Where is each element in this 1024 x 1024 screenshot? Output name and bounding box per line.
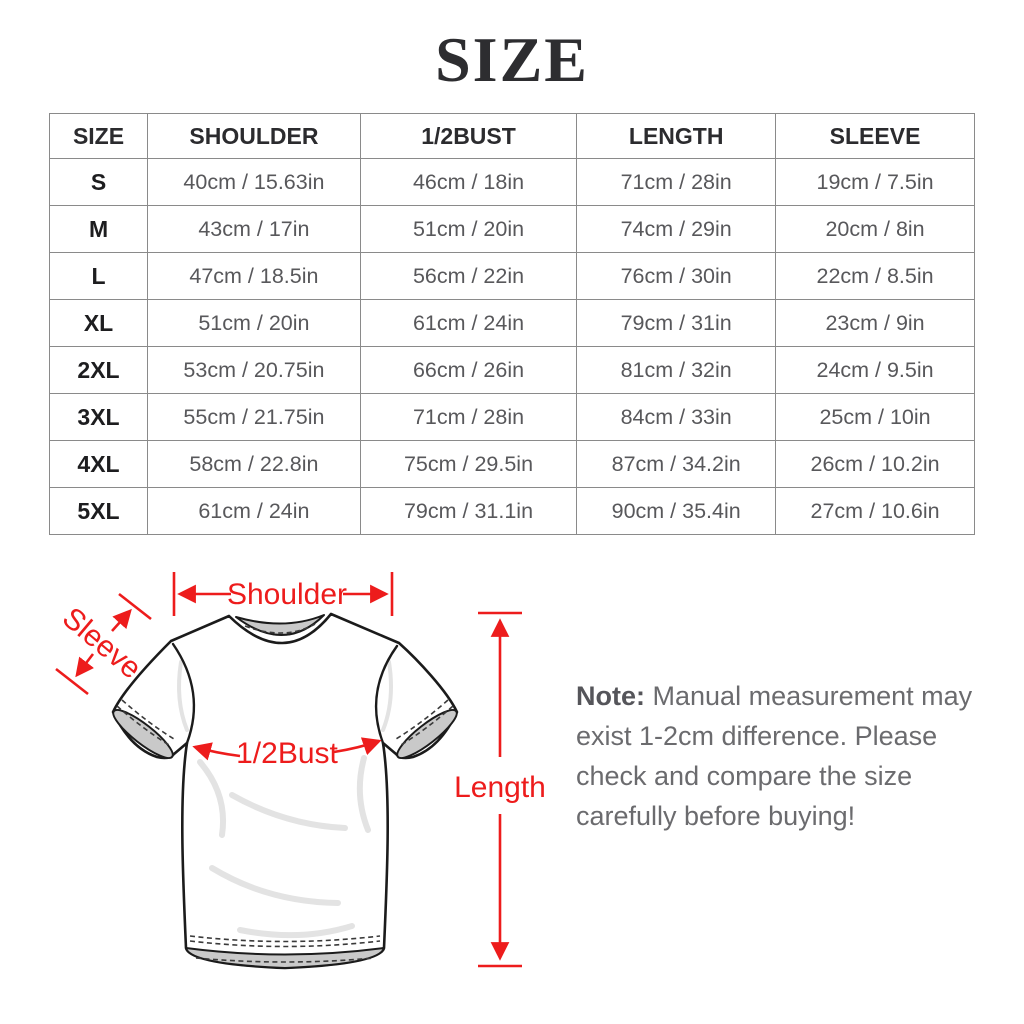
size-cell: 2XL: [50, 347, 148, 394]
size-cell: 3XL: [50, 394, 148, 441]
value-cell: 71cm / 28in: [577, 159, 776, 206]
value-cell: 58cm / 22.8in: [148, 441, 361, 488]
value-cell: 53cm / 20.75in: [148, 347, 361, 394]
value-cell: 23cm / 9in: [776, 300, 975, 347]
value-cell: 51cm / 20in: [360, 206, 576, 253]
value-cell: 43cm / 17in: [148, 206, 361, 253]
table-row: [50, 441, 975, 488]
value-cell: 46cm / 18in: [360, 159, 576, 206]
value-cell: 51cm / 20in: [148, 300, 361, 347]
value-cell: 84cm / 33in: [577, 394, 776, 441]
value-cell: 75cm / 29.5in: [360, 441, 576, 488]
value-cell: 25cm / 10in: [776, 394, 975, 441]
value-cell: 20cm / 8in: [776, 206, 975, 253]
value-cell: 56cm / 22in: [360, 253, 576, 300]
value-cell: 66cm / 26in: [360, 347, 576, 394]
size-cell: M: [50, 206, 148, 253]
tshirt-graphic: [108, 614, 462, 968]
length-label: Length: [454, 771, 546, 804]
value-cell: 24cm / 9.5in: [776, 347, 975, 394]
value-cell: 76cm / 30in: [577, 253, 776, 300]
shoulder-measure: [174, 572, 392, 616]
column-header-size: SIZE: [50, 114, 148, 159]
value-cell: 61cm / 24in: [360, 300, 576, 347]
value-cell: 47cm / 18.5in: [148, 253, 361, 300]
table-row: [50, 159, 975, 206]
column-header-sleeve: SLEEVE: [776, 114, 975, 159]
value-cell: 71cm / 28in: [360, 394, 576, 441]
value-cell: 74cm / 29in: [577, 206, 776, 253]
size-cell: L: [50, 253, 148, 300]
size-table: [49, 113, 975, 535]
column-header-length: LENGTH: [577, 114, 776, 159]
column-header-shoulder: SHOULDER: [148, 114, 361, 159]
column-header-bust: 1/2BUST: [360, 114, 576, 159]
value-cell: 19cm / 7.5in: [776, 159, 975, 206]
sleeve-label: Sleeve: [55, 601, 148, 686]
table-header-row: [50, 114, 975, 159]
value-cell: 22cm / 8.5in: [776, 253, 975, 300]
value-cell: 26cm / 10.2in: [776, 441, 975, 488]
table-row: [50, 488, 975, 535]
value-cell: 55cm / 21.75in: [148, 394, 361, 441]
note-body: Manual measurement may exist 1-2cm difference. Please check and compare the size carefully before buying!: [576, 681, 973, 831]
size-cell: S: [50, 159, 148, 206]
table-row: [50, 206, 975, 253]
size-cell: 4XL: [50, 441, 148, 488]
value-cell: 27cm / 10.6in: [776, 488, 975, 535]
value-cell: 87cm / 34.2in: [577, 441, 776, 488]
tshirt-silhouette: [113, 614, 457, 968]
size-cell: 5XL: [50, 488, 148, 535]
table-row: [50, 300, 975, 347]
value-cell: 40cm / 15.63in: [148, 159, 361, 206]
bust-label: 1/2Bust: [236, 737, 338, 770]
shoulder-label: Shoulder: [226, 578, 348, 611]
note-label: Note:: [576, 681, 645, 711]
size-cell: XL: [50, 300, 148, 347]
length-measure: [454, 613, 546, 966]
value-cell: 81cm / 32in: [577, 347, 776, 394]
table-row: [50, 253, 975, 300]
note-block: [576, 676, 996, 836]
page-title: SIZE: [435, 24, 589, 95]
table-row: [50, 394, 975, 441]
value-cell: 79cm / 31in: [577, 300, 776, 347]
value-cell: 61cm / 24in: [148, 488, 361, 535]
value-cell: 90cm / 35.4in: [577, 488, 776, 535]
value-cell: 79cm / 31.1in: [360, 488, 576, 535]
table-row: [50, 347, 975, 394]
